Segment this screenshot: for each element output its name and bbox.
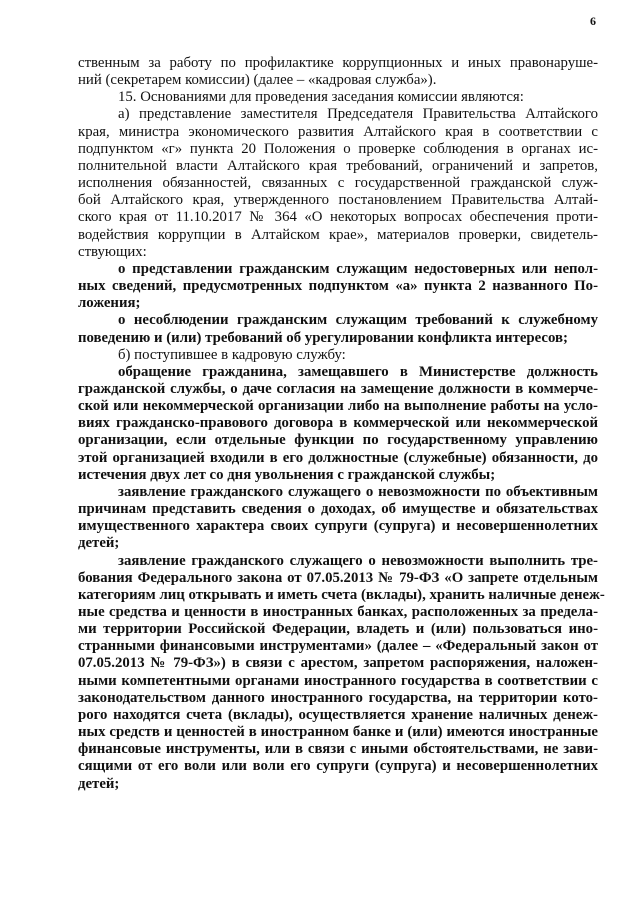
text-line: категориям лиц открывать и иметь счета (вклады), хранить наличные денеж- <box>78 586 605 603</box>
text-line: законодательством данного иностранного государства, на территории кото- <box>78 689 598 706</box>
text-line: о представлении гражданским служащим недостоверных или непол- <box>118 260 598 277</box>
text-line: о несоблюдении гражданским служащим требований к служебному <box>118 312 598 329</box>
text-line: ми территории Российской Федерации, владеть и (или) пользоваться ино- <box>78 621 598 638</box>
text-line: ского края от 11.10.2017 № 364 «О некоторых вопросах обеспечения проти- <box>78 209 598 226</box>
text-line: ской или некоммерческой организации либо на выполнение работы на усло- <box>78 398 598 415</box>
text-line: причинам представить сведения о доходах, об имуществе и обязательствах <box>78 501 598 518</box>
text-line: ных сведений, предусмотренных подпунктом «а» пункта 2 названного По- <box>78 278 598 295</box>
text-line: рого находятся счета (вклады), осуществляется хранение наличных денеж- <box>78 706 598 723</box>
text-line: 15. Основаниями для проведения заседания комиссии являются: <box>118 89 524 106</box>
text-line: ствующих: <box>78 243 147 260</box>
text-line: детей; <box>78 535 120 552</box>
text-line: ные средства и ценности в иностранных банках, расположенных за предела- <box>78 604 598 620</box>
text-line: виях гражданско-правового договора в коммерческой или некоммерческой <box>78 415 598 432</box>
text-line: поведению и (или) требований об урегулировании конфликта интересов; <box>78 329 568 346</box>
text-line: сящими от его воли или воли его супруги (супруга) и несовершеннолетних <box>78 758 598 775</box>
text-line: истечения двух лет со дня увольнения с гражданской службы; <box>78 466 496 483</box>
text-line: заявление гражданского служащего о невозможности по объективным <box>118 483 598 500</box>
text-line: ными компетентными органами иностранного государства в соответствии с <box>78 672 598 689</box>
text-line: водействия коррупции в Алтайском крае», материалов проверки, свидетель- <box>78 226 598 243</box>
text-line: финансовые инструменты, или в связи с иными обстоятельствами, не зави- <box>78 741 598 758</box>
text-line: этой организацией входили в его должностные (служебные) обязанности, до <box>78 449 598 466</box>
text-line: а) представление заместителя Председателя Правительства Алтайского <box>118 106 598 123</box>
text-line: заявление гражданского служащего о невозможности выполнить тре- <box>118 552 598 569</box>
text-line: 07.05.2013 № 79-ФЗ») в связи с арестом, запретом распоряжения, наложен- <box>78 655 598 672</box>
text-line: б) поступившее в кадровую службу: <box>118 346 346 363</box>
text-line: бования Федерального закона от 07.05.2013 № 79-ФЗ «О запрете отдельным <box>78 569 598 586</box>
text-line: странными финансовыми инструментами» (далее – «Федеральный закон от <box>78 638 598 655</box>
document-body <box>78 55 605 793</box>
page-number: 6 <box>590 14 596 28</box>
text-line: полнительной власти Алтайского края требований, ограничений и запретов, <box>78 157 598 174</box>
text-line: бой Алтайского края, утвержденного постановлением Правительства Алтай- <box>78 192 598 209</box>
text-line: имущественного характера своих супруги (супруга) и несовершеннолетних <box>78 518 598 535</box>
text-line: ний (секретарем комиссии) (далее – «кадровая служба»). <box>78 72 437 89</box>
text-line: края, министра экономического развития Алтайского края в соответствии с <box>78 123 598 140</box>
text-line: гражданской службы, о даче согласия на замещение должности в коммерче- <box>78 380 598 397</box>
text-line: ложения; <box>78 295 141 312</box>
text-line: обращение гражданина, замещавшего в Министерстве должность <box>118 363 598 380</box>
text-line: ных средств и ценностей в иностранном банке и (или) имеются иностранные <box>78 724 598 741</box>
text-line: детей; <box>78 775 120 792</box>
text-line: исполнения обязанностей, связанных с государственной гражданской служ- <box>78 175 598 192</box>
text-line: подпунктом «г» пункта 20 Положения о проверке соблюдения в органах ис- <box>78 140 598 157</box>
text-line: ственным за работу по профилактике коррупционных и иных правонаруше- <box>78 55 598 71</box>
text-line: организации, если отдельные функции по государственному управлению <box>78 432 598 449</box>
